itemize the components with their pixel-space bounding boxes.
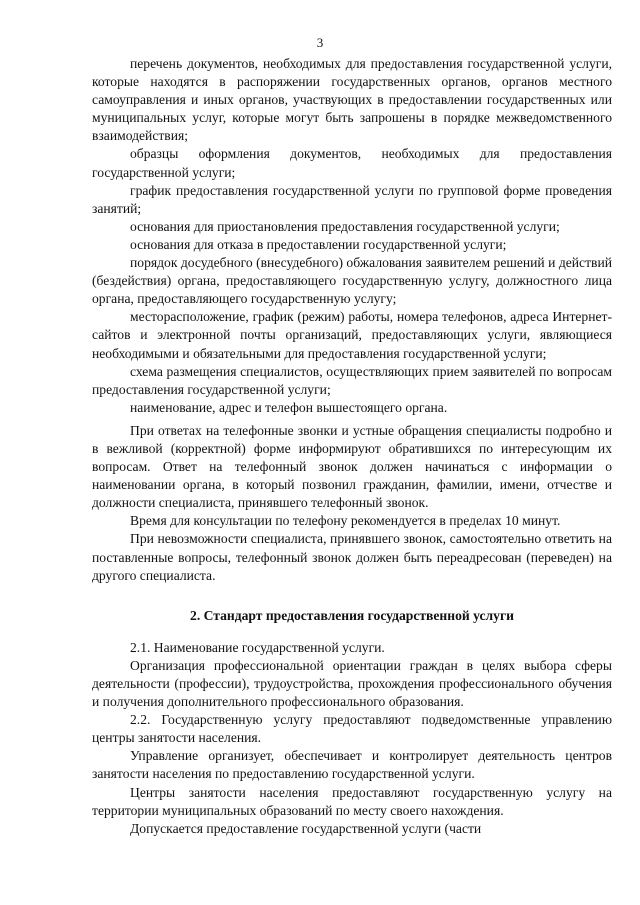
paragraph-document-samples: образцы оформления документов, необходимых для предоставления государственной услуги; — [92, 146, 612, 180]
paragraph-consultation-time: Время для консультации по телефону рекомендуется в пределах 10 минут. — [130, 513, 561, 529]
paragraph-phone-answers: При ответах на телефонные звонки и устные обращения специалисты подробно и в вежливой (корректной) форме информируют обратившихся по интересующим их вопросам. Ответ на телефонный звонок должен начинаться с информации о наименовании органа, в который позвонил гражданин, фамилии, имени, отчестве и должности специалиста, принявшего телефонный звонок. — [92, 422, 612, 511]
paragraph-allowed: Допускается предоставление государственной услуги (части — [130, 820, 482, 836]
paragraph-organization-contacts: месторасположение, график (режим) работы, номера телефонов, адреса Интернет-сайтов и электронной почты организаций, предоставляющих услуги, являющиеся необходимыми и обязательными для предоставления государственной услуги; — [92, 309, 612, 361]
paragraph-appeal-procedure: порядок досудебного (внесудебного) обжалования заявителем решений и действий (бездействия) органа, предоставляющего государственную услугу, должностного лица органа, предоставляющего государственную услугу; — [92, 255, 612, 307]
section-heading: 2. Стандарт предоставления государственной услуги — [190, 607, 514, 623]
paragraph-call-redirect: При невозможности специалиста, принявшего звонок, самостоятельно ответить на поставленные вопросы, телефонный звонок должен быть переадресован (переведен) на другого специалиста. — [92, 531, 612, 583]
paragraph-service-name-title: 2.1. Наименование государственной услуги. — [130, 639, 385, 655]
paragraph-refusal-grounds: основания для отказа в предоставлении государственной услуги; — [130, 236, 507, 252]
paragraph-providers: 2.2. Государственную услугу предоставляют подведомственные управлению центры занятости населения. — [92, 712, 612, 746]
paragraph-territory: Центры занятости населения предоставляют государственную услугу на территории муниципальных образований по месту своего нахождения. — [92, 784, 612, 818]
paragraph-service-name: Организация профессиональной ориентации граждан в целях выбора сферы деятельности (профессии), трудоустройства, прохождения профессионального обучения и получения дополнительного профессионального образования. — [92, 657, 612, 710]
paragraph-documents-list: перечень документов, необходимых для предоставления государственной услуги, которые находятся в распоряжении государственных органов, органов местного самоуправления и иных органов, участвующих в предоставлении государственных или муниципальных услуг, которые могут быть запрошены в порядке межведомственного взаимодействия; — [92, 56, 612, 144]
document-body — [92, 55, 612, 838]
page-number: 3 — [316, 35, 324, 50]
paragraph-management: Управление организует, обеспечивает и контролирует деятельность центров занятости населения по предоставлению государственной услуги. — [92, 748, 612, 782]
paragraph-group-schedule: график предоставления государственной услуги по групповой форме проведения занятий; — [92, 182, 612, 216]
paragraph-specialist-layout: схема размещения специалистов, осуществляющих прием заявителей по вопросам предоставления государственной услуги; — [92, 363, 612, 397]
paragraph-suspension-grounds: основания для приостановления предоставления государственной услуги; — [130, 218, 560, 234]
paragraph-superior-body: наименование, адрес и телефон вышестоящего органа. — [130, 399, 448, 415]
